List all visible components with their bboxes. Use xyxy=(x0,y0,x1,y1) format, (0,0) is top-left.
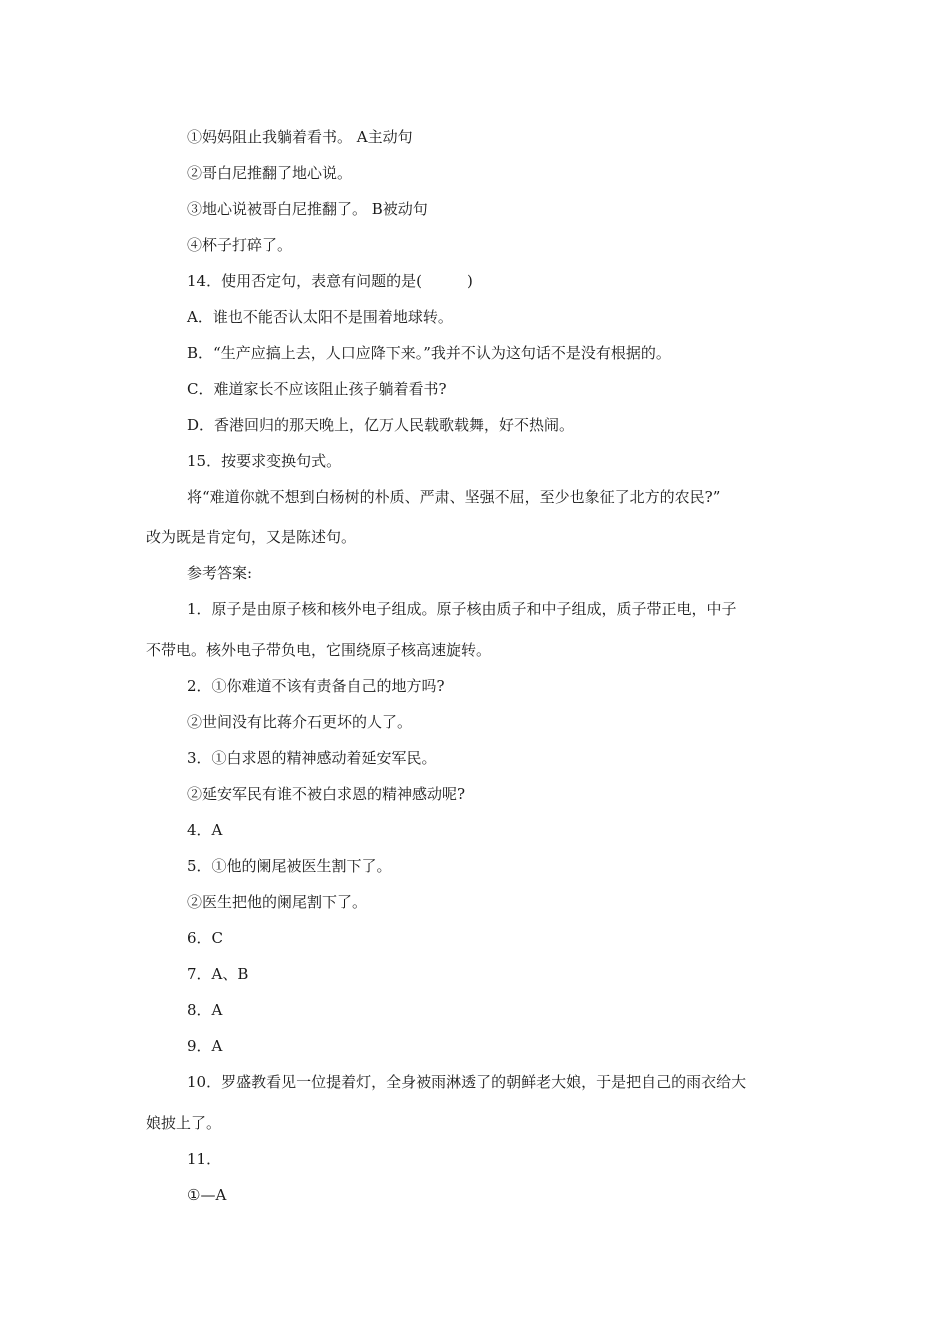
answer-6: 6．C xyxy=(187,929,224,947)
answer-2: 2．①你难道不该有责备自己的地方吗? xyxy=(187,677,445,695)
answer-3: 3．①白求恩的精神感动着延安军民。 xyxy=(187,749,437,767)
text-line: 将“难道你就不想到白杨树的朴质、严肃、坚强不屈，至少也象征了北方的农民?” xyxy=(187,488,721,506)
text-line: ②哥白尼推翻了地心说。 xyxy=(187,164,353,182)
answer-11: 11． xyxy=(187,1150,222,1168)
answer-7: 7．A、B xyxy=(187,965,249,983)
question-15: 15．按要求变换句式。 xyxy=(187,452,342,470)
answer-9: 9．A xyxy=(187,1037,223,1055)
option-a: A．谁也不能否认太阳不是围着地球转。 xyxy=(187,308,453,326)
text-line: ②医生把他的阑尾割下了。 xyxy=(187,893,368,911)
text-line: ③地心说被哥白尼推翻了。 B被动句 xyxy=(187,200,428,218)
answer-5: 5．①他的阑尾被医生割下了。 xyxy=(187,857,392,875)
answer-4: 4．A xyxy=(187,821,223,839)
text-line: ①—A xyxy=(187,1186,227,1204)
text-line: ①妈妈阻止我躺着看书。 A主动句 xyxy=(187,128,413,146)
question-14: 14．使用否定句，表意有问题的是( ) xyxy=(187,272,473,290)
answers-heading: 参考答案: xyxy=(187,564,253,582)
option-d: D．香港回归的那天晚上，亿万人民载歌载舞，好不热闹。 xyxy=(187,416,575,434)
answer-8: 8．A xyxy=(187,1001,223,1019)
answer-1: 1．原子是由原子核和核外电子组成。原子核由质子和中子组成，质子带正电，中子 xyxy=(187,600,737,618)
text-line: ②延安军民有谁不被白求恩的精神感动呢? xyxy=(187,785,466,803)
text-line: 娘披上了。 xyxy=(146,1114,222,1132)
option-b: B．“生产应搞上去，人口应降下来。”我并不认为这句话不是没有根据的。 xyxy=(187,344,671,362)
text-line: 改为既是肯定句，又是陈述句。 xyxy=(146,528,357,546)
text-line: 不带电。核外电子带负电，它围绕原子核高速旋转。 xyxy=(146,641,492,659)
answer-10: 10．罗盛教看见一位提着灯，全身被雨淋透了的朝鲜老大娘，于是把自己的雨衣给大 xyxy=(187,1073,747,1091)
text-line: ②世间没有比蒋介石更坏的人了。 xyxy=(187,713,413,731)
text-line: ④杯子打碎了。 xyxy=(187,236,293,254)
option-c: C．难道家长不应该阻止孩子躺着看书? xyxy=(187,380,447,398)
